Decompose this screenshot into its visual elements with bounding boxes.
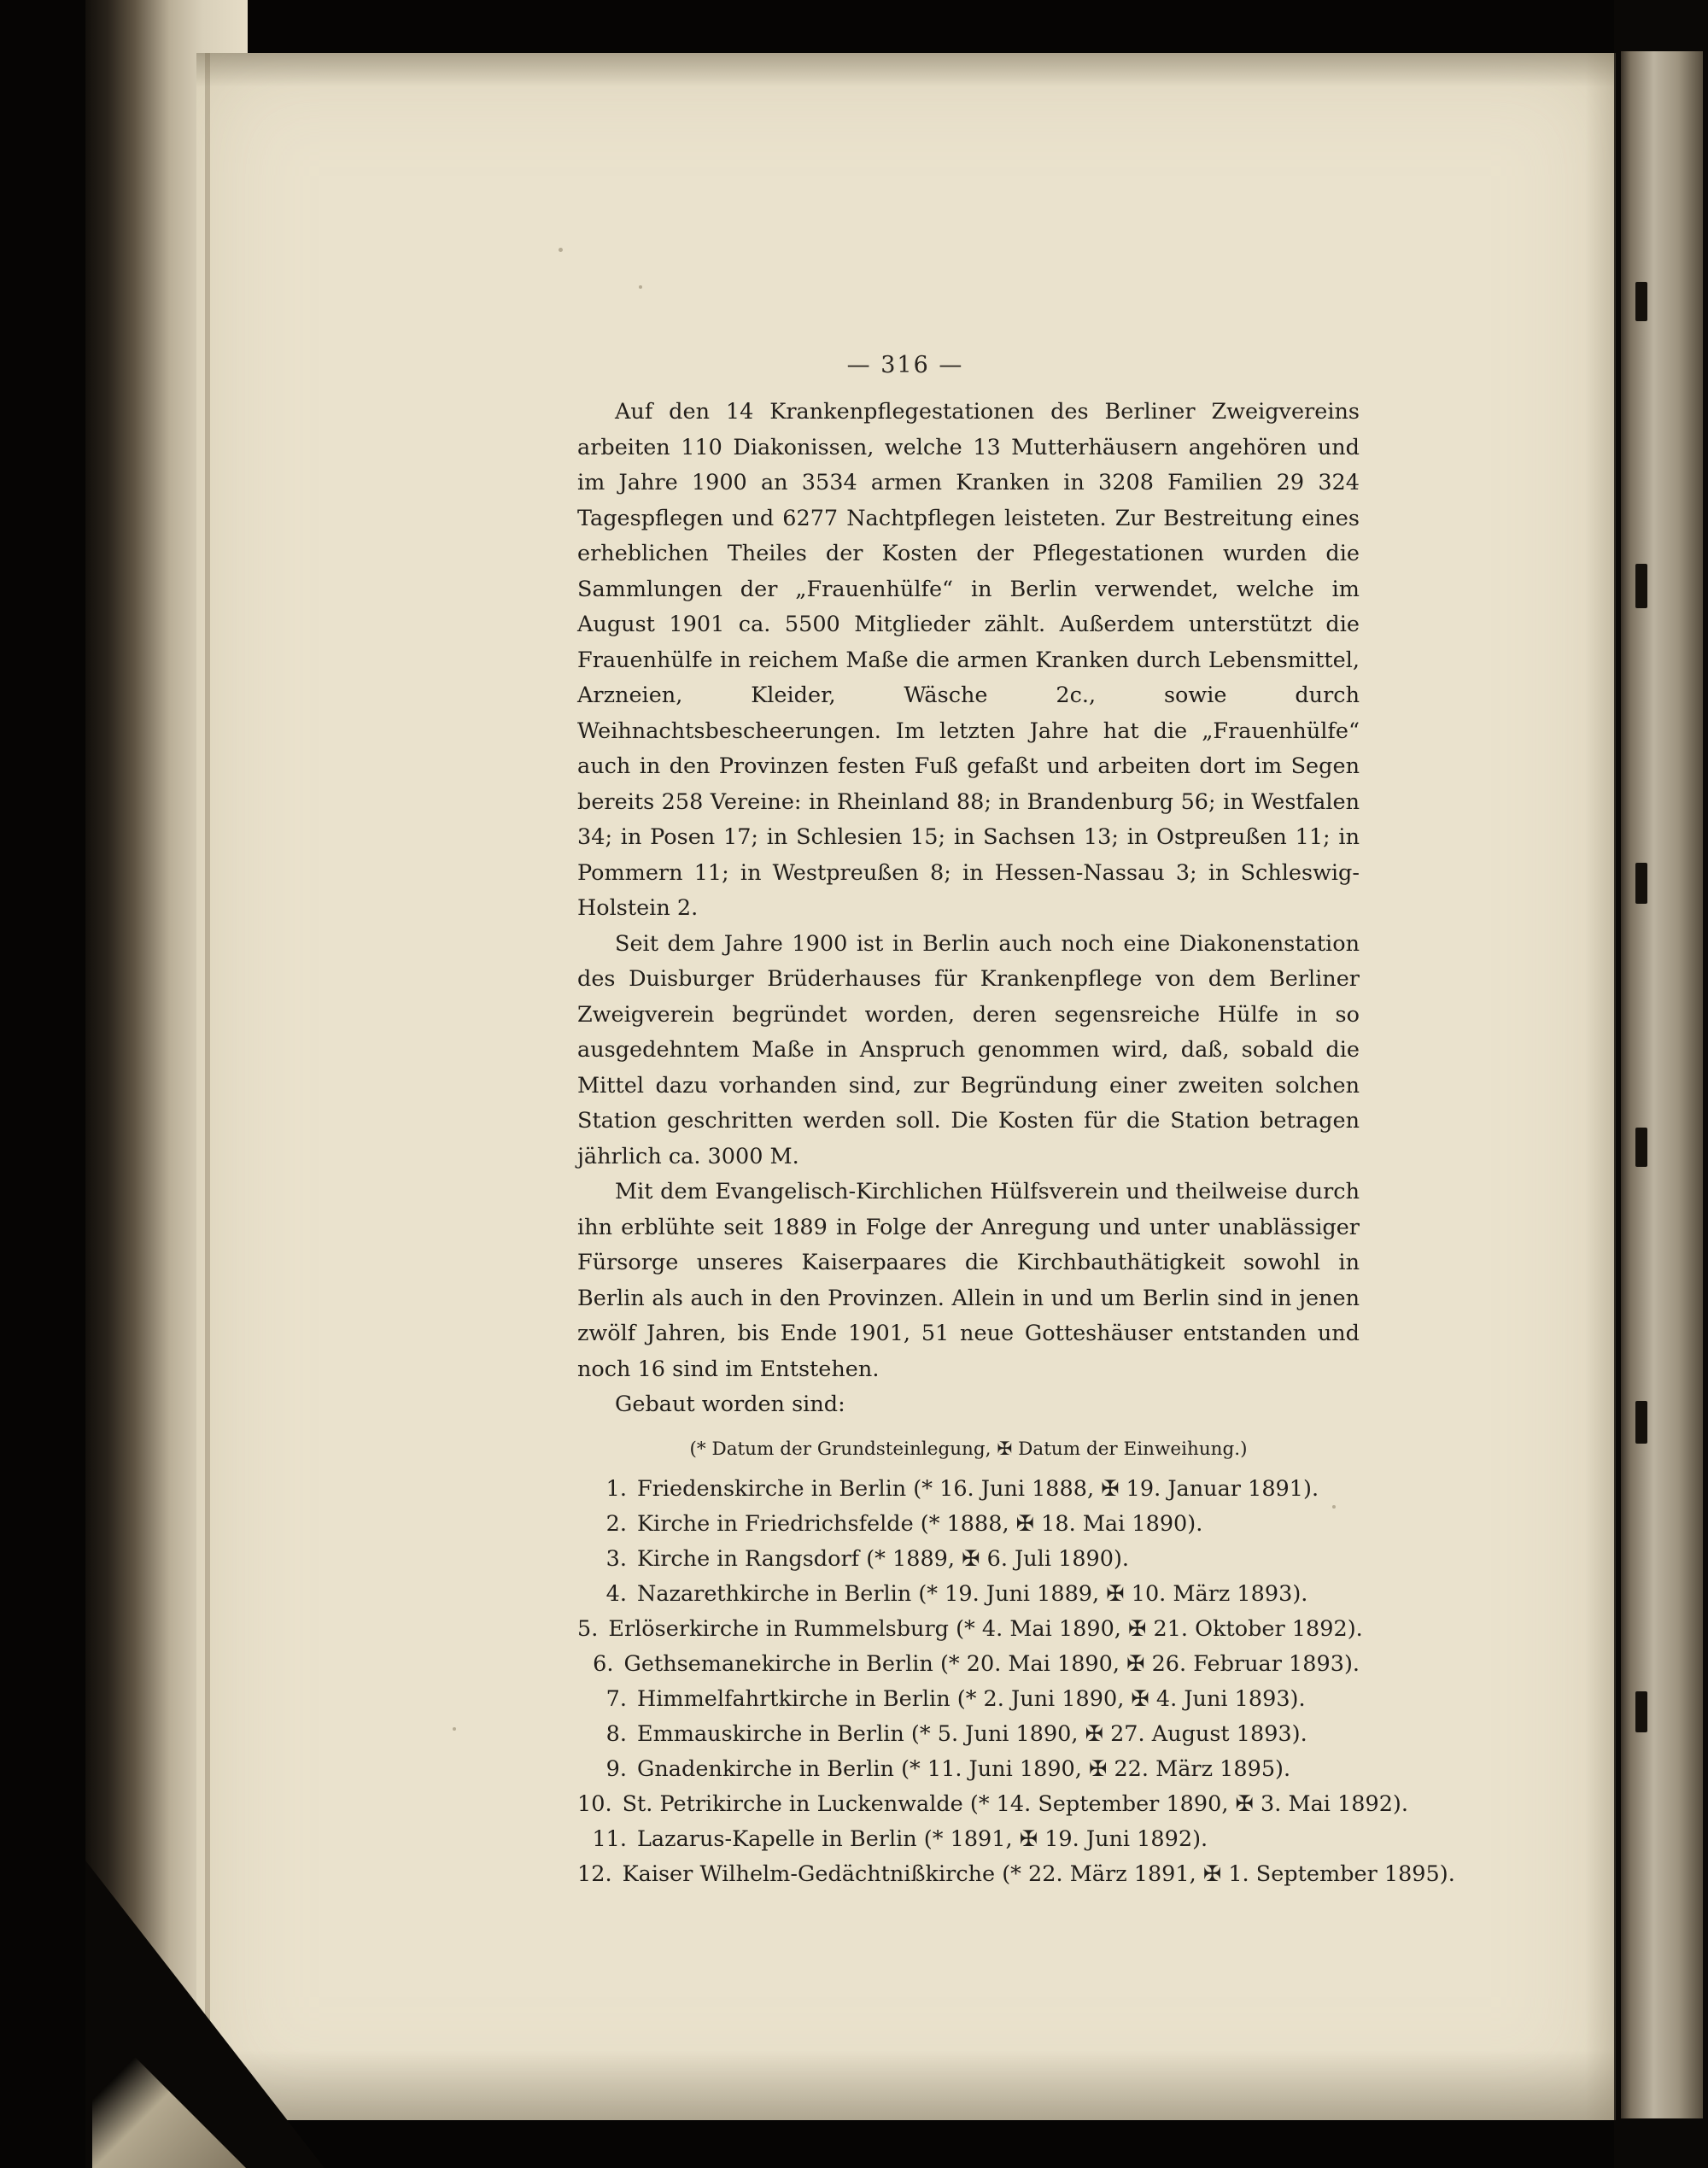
list-item-label: Emmauskirche in Berlin (* 5. Juni 1890, ✠ 27. August 1893).: [637, 1721, 1307, 1747]
page-fore-edge-shading: [1585, 53, 1616, 2120]
page-top-shadow: [196, 53, 1614, 87]
church-list: [577, 1472, 1455, 1892]
list-item-number: 3.: [605, 1546, 627, 1572]
page-text-column: [196, 53, 1614, 2120]
list-item-number: 1.: [605, 1476, 627, 1502]
edge-mark-3: [1635, 863, 1647, 904]
edge-mark-4: [1635, 1128, 1647, 1167]
list-item-label: Kirche in Rangsdorf (* 1889, ✠ 6. Juli 1890).: [637, 1546, 1130, 1572]
list-item-number: 9.: [605, 1756, 627, 1782]
paragraph-3: Mit dem Evangelisch-Kirchlichen Hülfsverein und theilweise durch ihn erblühte seit 1889 in Folge der Anregung und unter unablässiger Fürsorge unseres Kaiserpaares die Kirchbauthätigkeit sowohl in Berlin als auch in den Provinzen. Allein in und um Berlin sind in jenen zwölf Jahren, bis Ende 1901, 51 neue Gotteshäuser entstanden und noch 16 sind im Entstehen.: [577, 1179, 1360, 1382]
page-folio: — 316 —: [846, 352, 964, 378]
list-item-number: 11.: [592, 1826, 627, 1852]
list-item-label: Gethsemanekirche in Berlin (* 20. Mai 1890, ✠ 26. Februar 1893).: [623, 1651, 1360, 1677]
paper-speck: [1332, 1505, 1336, 1509]
paragraph-1: Auf den 14 Krankenpflegestationen des Berliner Zweigvereins arbeiten 110 Diakonissen, welche 13 Mutterhäusern angehören und im Jahre 1900 an 3534 armen Kranken in 3208 Familien 29 324 Tagespflegen und 6277 Nachtpflegen leisteten. Zur Bestreitung eines erheblichen Theiles der Kosten der Pflegestationen wurden die Sammlungen der „Frauenhülfe“ in Berlin verwendet, welche im August 1901 ca. 5500 Mitglieder zählt. Außerdem unterstützt die Frauenhülfe in reichem Maße die armen Kranken durch Lebensmittel, Arzneien, Kleider, Wäsche 2c., sowie durch Weihnachtsbescheerungen. Im letzten Jahre hat die „Frauenhülfe“ auch in den Provinzen festen Fuß gefaßt und arbeiten dort im Segen bereits 258 Vereine: in Rheinland 88; in Brandenburg 56; in Westfalen 34; in Posen 17; in Schlesien 15; in Sachsen 13; in Ostpreußen 11; in Pommern 11; in Westpreußen 8; in Hessen-Nassau 3; in Schleswig-Holstein 2.: [577, 399, 1360, 921]
paragraph-4: Gebaut worden sind:: [615, 1392, 845, 1417]
list-item-number: 4.: [605, 1581, 627, 1607]
paper-speck: [453, 1727, 456, 1731]
page-binding-line: [205, 53, 210, 2120]
list-item: [577, 1682, 1360, 1717]
list-item: [577, 1472, 1360, 1507]
page-bottom-shadow: [196, 2050, 1614, 2120]
list-item-number: 12.: [577, 1861, 612, 1887]
edge-mark-2: [1635, 564, 1647, 608]
list-item-label: Himmelfahrtkirche in Berlin (* 2. Juni 1890, ✠ 4. Juni 1893).: [637, 1686, 1306, 1712]
list-item-label: Lazarus-Kapelle in Berlin (* 1891, ✠ 19. Juni 1892).: [637, 1826, 1208, 1852]
list-item-label: St. Petrikirche in Luckenwalde (* 14. September 1890, ✠ 3. Mai 1892).: [622, 1791, 1408, 1817]
list-item: [577, 1507, 1360, 1542]
list-item-label: Gnadenkirche in Berlin (* 11. Juni 1890, ✠ 22. März 1895).: [637, 1756, 1291, 1782]
list-footnote: (* Datum der Grundsteinlegung, ✠ Datum der Einweihung.): [689, 1438, 1248, 1460]
paper-speck: [559, 248, 563, 252]
paper-speck: [639, 285, 642, 289]
list-item-number: 2.: [605, 1511, 627, 1537]
list-item-label: Erlöserkirche in Rummelsburg (* 4. Mai 1890, ✠ 21. Oktober 1892).: [608, 1616, 1363, 1642]
list-item-label: Nazarethkirche in Berlin (* 19. Juni 1889, ✠ 10. März 1893).: [637, 1581, 1308, 1607]
paragraph-2: Seit dem Jahre 1900 ist in Berlin auch noch eine Diakonenstation des Duisburger Brüderhauses für Krankenpflege von dem Berliner Zweigverein begründet worden, deren segensreiche Hülfe in so ausgedehntem Maße in Anspruch genommen wird, daß, sobald die Mittel dazu vorhanden sind, zur Begründung einer zweiten solchen Station geschritten werden soll. Die Kosten für die Station betragen jährlich ca. 3000 M.: [577, 930, 1360, 1169]
list-item: [577, 1857, 1455, 1892]
book-page: [196, 53, 1614, 2120]
edge-mark-1: [1635, 282, 1647, 321]
list-item-number: 10.: [577, 1791, 612, 1817]
list-item-number: 7.: [605, 1686, 627, 1712]
list-item-number: 6.: [593, 1651, 614, 1677]
list-item: [577, 1612, 1363, 1647]
edge-mark-6: [1635, 1691, 1647, 1732]
list-item: [577, 1647, 1360, 1682]
edge-mark-5: [1635, 1401, 1647, 1444]
list-item: [577, 1752, 1360, 1787]
page-body: [577, 395, 1455, 1892]
list-item: [577, 1542, 1360, 1577]
list-item-number: 5.: [577, 1616, 599, 1642]
list-item: [577, 1822, 1360, 1857]
list-item-number: 8.: [605, 1721, 627, 1747]
adjacent-page-fore-edge: [1621, 51, 1703, 2118]
list-item-label: Friedenskirche in Berlin (* 16. Juni 1888, ✠ 19. Januar 1891).: [637, 1476, 1319, 1502]
list-item-label: Kirche in Friedrichsfelde (* 1888, ✠ 18. Mai 1890).: [637, 1511, 1203, 1537]
list-item: [577, 1787, 1408, 1822]
list-item-label: Kaiser Wilhelm-Gedächtnißkirche (* 22. März 1891, ✠ 1. September 1895).: [622, 1861, 1455, 1887]
list-item: [577, 1717, 1360, 1752]
list-item: [577, 1577, 1360, 1612]
